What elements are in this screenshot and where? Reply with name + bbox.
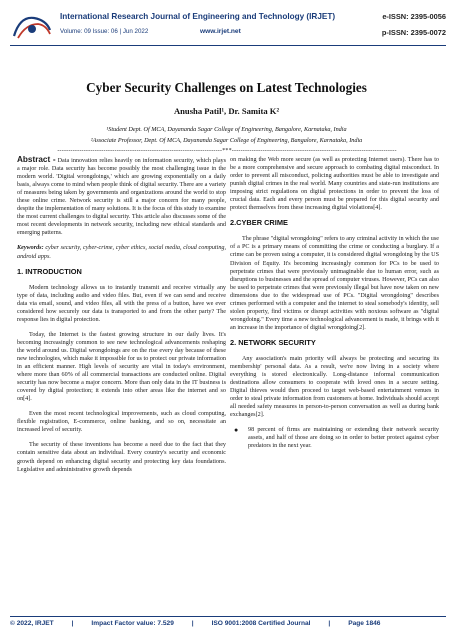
irjet-logo (10, 12, 54, 42)
footer-separator: | (191, 620, 194, 627)
volume-issue: Volume: 09 Issue: 06 | Jun 2022 (60, 28, 149, 35)
bullet-text: 98 percent of firms are maintaining or extending their network security assets, and half of those are doing so in order to better protect against cyber predators in the next year. (248, 427, 439, 450)
paragraph: The phrase "digital wrongdoing" refers to any criminal activity in which the use of a PC is a primary means of committing the crime or conducting a burglary. If a crime can be proven using a computer, it is considered digital wrongdoing by the US Division of Equity. It's becoming increasingly common for PCs to be used to perpetrate crimes that were previously unimaginable due to human error, such as disruptions to businesses and the spread of computer viruses. However, PCs can also be used to perpetrate crimes that were previously illegal but have now taken on new dimensions due to the widespread use of PCs. "Digital wrongdoing" describes crimes performed with a computer and the internet to steal somebody's identity, sell stolen property, find victims or disrupt activities with noxious software as "digital wrongdoing." Every time a new technological advancement is made, it brings with it an increase in the importance of digital wrongdoing[2]. (230, 236, 439, 331)
footer-separator: | (328, 620, 331, 627)
bullet-icon: ● (234, 426, 239, 435)
journal-title: International Research Journal of Engineering and Technology (IRJET) (60, 12, 336, 21)
footer-iso: ISO 9001:2008 Certified Journal (211, 620, 311, 627)
paragraph: on making the Web more secure (as well as protecting Internet users). There has to be a more comprehensive and secure approach to combating digital misconduct. In order to prevent all misconduct, policing authorities must be able to investigate and punish digital crimes in the real world. Many countries and state-run institutions are imposing strict regulations on digital protections in order to prevent the loss of crucial data. Each and every person must be prepared for this digital security and protect themselves from these increasing digital violations[4]. (230, 157, 439, 212)
paper-title: Cyber Security Challenges on Latest Technologies (86, 80, 367, 95)
bullet-item (230, 426, 439, 450)
footer-impact-factor: Impact Factor value: 7.529 (91, 620, 174, 627)
footer-page-number: Page 1846 (348, 620, 381, 627)
journal-website-link[interactable]: www.irjet.net (200, 28, 241, 35)
e-issn: e-ISSN: 2395-0056 (382, 12, 446, 21)
journal-header (10, 10, 446, 48)
keywords (17, 244, 226, 260)
abstract-label: Abstract - (17, 155, 56, 164)
footer-copyright: © 2022, IRJET (10, 620, 54, 627)
keywords-text: cyber security, cyber-crime, cyber ethics, social media, cloud computing, android apps. (17, 245, 226, 260)
affiliation-2: ²Associate Professor, Dept. Of MCA, Dayananda Sagar College of Engineering, Bangalore, Karnataka, India (90, 137, 363, 144)
title-divider: ---------------------------------------------------------------------------***--------------------------------------------------------------------------- (57, 148, 397, 154)
paragraph: The security of these inventions has become a need due to the fact that they contain sensitive data about an individual. Every country's security and economic growth depend on enhancing digital security and protecting key data foundations. Legislative and administrative growth depends (17, 442, 226, 473)
right-column (230, 156, 439, 457)
section-heading-introduction: 1. INTRODUCTION (17, 266, 82, 276)
page-footer (10, 620, 446, 627)
p-issn: p-ISSN: 2395-0072 (381, 28, 446, 37)
paragraph: Today, the Internet is the fastest growing structure in our daily lives. It's becoming increasingly common to see new technological advancements reshaping the world around us. Digital wrongdoings are on the rise every day because of these new technologies, which make it impossible for us to protect our private information in an efficient manner. High levels of security are vital in today's environment, where more than 60% of all commercial transactions are conducted online. Digital security has now become a major concern. More than only data in the IT business is covered by digital protection; it extends into other areas like the internet and so on[4]. (17, 331, 226, 403)
left-column (17, 156, 226, 481)
abstract (17, 156, 226, 237)
paragraph: Even the most recent technological improvements, such as cloud computing, flexible registration, E-commerce, online banking, and so on, necessitate an increased level of security. (17, 411, 226, 434)
keywords-label: Keywords: (17, 245, 44, 252)
paragraph: Modern technology allows us to instantly transmit and receive virtually any type of data, including audio and video files. But, even if we can send and receive data via email, sound, and video files, all with the press of a button, have we ever considered how securely our data is transported to and from the other party? The response lies in digital protection. (17, 284, 226, 323)
paper-authors: Anusha Patil¹, Dr. Samita K² (173, 106, 280, 116)
section-heading-cyber-crime: 2.CYBER CRIME (230, 218, 288, 228)
affiliation-1: ¹Student Dept. Of MCA, Dayananda Sagar College of Engineering, Bangalore, Karnataka, India (106, 126, 347, 133)
footer-divider (10, 616, 446, 617)
header-divider (10, 45, 446, 46)
paragraph: Any association's main priority will always be protecting and securing its membership' personal data. As a result, we're now living in a society where everything is stored electronically. Long-distance informal communication destinations allow consumers to cooperate with loved ones in a secure setting. Digital thieves would then proceed to target web-based entertainment venues in order to steal private information from customers at home. Individuals should accept all needed safety measures in person-to-person conversation as well as during bank exchanges[2]. (230, 355, 439, 419)
footer-separator: | (71, 620, 74, 627)
abstract-text: Data innovation relies heavily on information security, which plays a major role. Data security has become possibly the most challenging issue in the modern world. 'Digital wrongdoings,' which are growing exponentially on a daily basis, always come to mind when people think of digital security. There are a variety of measures being taken by governments and organizations around the world to stop these online crime. Network security is still a major concern for many people, despite the implementation of many solutions. It is the focus of this study to examine the most current challenges to digital security. This article also discusses some of the most recent developments in network security, including new ethical standards and emerging patterns. (17, 158, 227, 237)
section-heading-network-security: 2. NETWORK SECURITY (230, 337, 316, 347)
